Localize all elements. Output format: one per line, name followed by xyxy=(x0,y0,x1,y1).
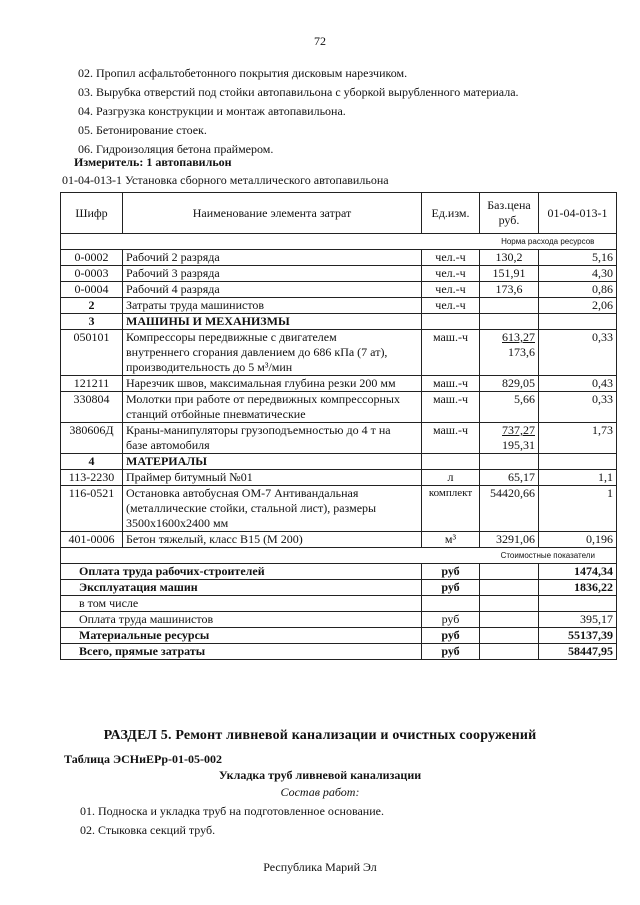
header-unit: Ед.изм. xyxy=(422,193,480,234)
table-row: 0-0003 Рабочий 3 разряда чел.-ч 151,91 4,30 xyxy=(61,266,617,282)
table-row xyxy=(61,234,617,250)
header-name: Наименование элемента затрат xyxy=(123,193,422,234)
table-row: 401-0006 Бетон тяжелый, класс В15 (М 200) м³ 3291,06 0,196 xyxy=(61,532,617,548)
work-op: 02. Стыковка секций труб. xyxy=(80,823,216,837)
section-title: РАЗДЕЛ 5. Ремонт ливневой канализации и очистных сооружений xyxy=(103,728,537,743)
table-row: 113-2230 Праймер битумный №01 л 65,17 1,1 xyxy=(61,470,617,486)
total-row: Оплата труда рабочих-строителей руб 1474,34 xyxy=(61,564,617,580)
total-row: в том числе xyxy=(61,596,617,612)
work-op: 01. Подноска и укладка труб на подготовленное основание. xyxy=(80,804,384,818)
table-row: 2 Затраты труда машинистов чел.-ч 2,06 xyxy=(61,298,617,314)
table-row: 121211 Нарезчик швов, максимальная глубина резки 200 мм маш.-ч 829,05 0,43 xyxy=(61,376,617,392)
table-row: 0-0004 Рабочий 4 разряда чел.-ч 173,6 0,86 xyxy=(61,282,617,298)
footer: Республика Марий Эл xyxy=(263,860,377,874)
table-row: 380606Д Краны-манипуляторы грузоподъемностью до 4 т на базе автомобиля маш.-ч 737,27 195,31 1,73 xyxy=(61,423,617,454)
work-op: 04. Разгрузка конструкции и монтаж автопавильона. xyxy=(78,104,346,118)
work-op: 06. Гидроизоляция бетона праймером. xyxy=(78,142,274,156)
table-row: 0-0002 Рабочий 2 разряда чел.-ч 130,2 5,16 xyxy=(61,250,617,266)
table-row: 330804 Молотки при работе от передвижных компрессорных станций отбойные пневматические маш.-ч 5,66 0,33 xyxy=(61,392,617,423)
total-row: Всего, прямые затраты руб 58447,95 xyxy=(61,644,617,660)
header-norm: 01-04-013-1 xyxy=(539,193,617,234)
section-row: 4 МАТЕРИАЛЫ xyxy=(61,454,617,470)
page-number: 72 xyxy=(314,34,326,48)
composition-heading: Состав работ: xyxy=(280,785,360,799)
total-row: Материальные ресурсы руб 55137,39 xyxy=(61,628,617,644)
table-row: 050101 Компрессоры передвижные с двигателем внутреннего сгорания давлением до 686 кПа (7 ат), производительность до 5 м³/мин маш.-ч 613,27 173,6 0,33 xyxy=(61,330,617,376)
work-op: 05. Бетонирование стоек. xyxy=(78,123,207,137)
work-composition-list-2 xyxy=(80,802,384,840)
norm-code-title: 01-04-013-1 Установка сборного металлического автопавильона xyxy=(62,173,389,187)
resource-table xyxy=(60,192,617,660)
header-code: Шифр xyxy=(61,193,123,234)
norm-caption: Норма расхода ресурсов xyxy=(480,234,617,250)
table-header-row xyxy=(61,193,617,234)
subtitle: Укладка труб ливневой канализации xyxy=(218,768,422,782)
work-composition-list xyxy=(78,64,519,159)
measure-unit: Измеритель: 1 автопавильон xyxy=(74,155,232,169)
header-price: Баз.цена руб. xyxy=(480,193,539,234)
table-row xyxy=(61,548,617,564)
total-row: Оплата труда машинистов руб 395,17 xyxy=(61,612,617,628)
section-row: 3 МАШИНЫ И МЕХАНИЗМЫ xyxy=(61,314,617,330)
work-op: 02. Пропил асфальтобетонного покрытия дисковым нарезчиком. xyxy=(78,66,408,80)
cost-caption: Стоимостные показатели xyxy=(480,548,617,564)
work-op: 03. Вырубка отверстий под стойки автопавильона с уборкой вырубленного материала. xyxy=(78,85,519,99)
table-name: Таблица ЭСНиЕРр-01-05-002 xyxy=(64,752,223,766)
total-row: Эксплуатация машин руб 1836,22 xyxy=(61,580,617,596)
table-row: 116-0521 Остановка автобусная ОМ-7 Антивандальная (металлические стойки, стальной лист), размеры 3500х1600х2400 мм комплект 54420,66 1 xyxy=(61,486,617,532)
